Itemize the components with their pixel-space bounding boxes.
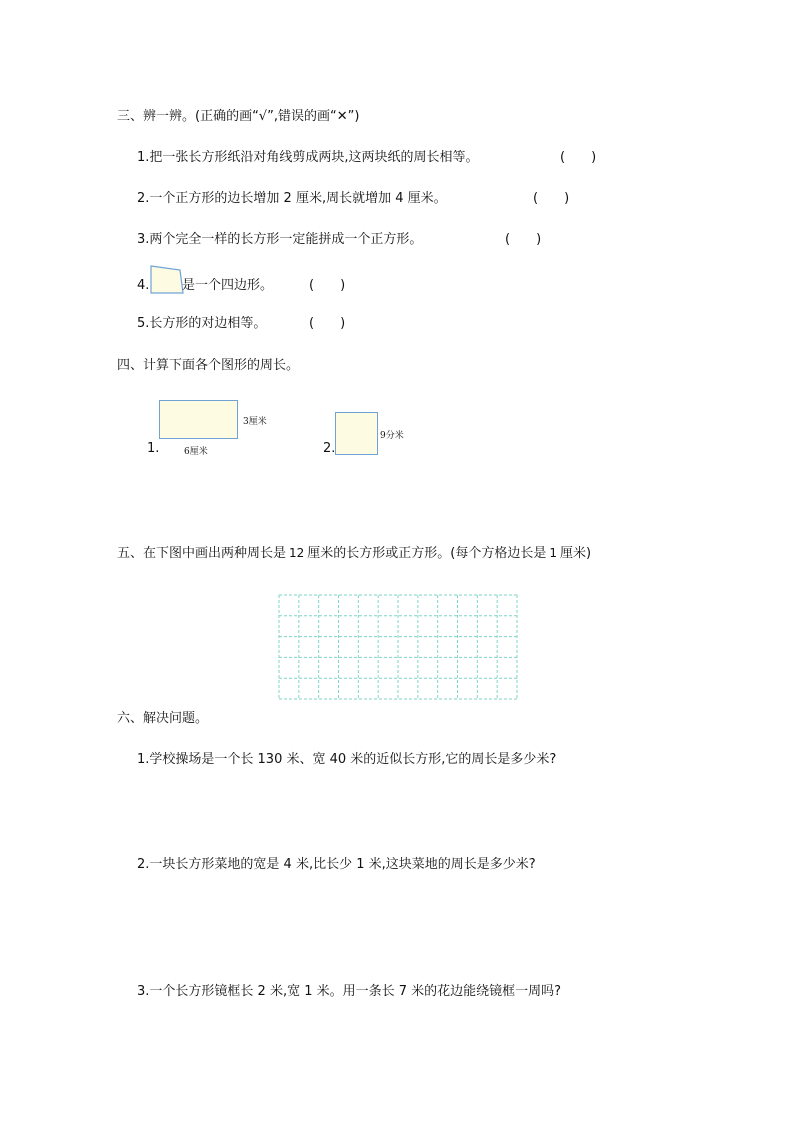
section-5-heading-part-b: 厘米的长方形或正方形。(每个方格边长是 <box>307 546 547 561</box>
answer-paren-4[interactable]: ( ) <box>309 278 346 293</box>
square-figure <box>335 412 378 455</box>
figure-1-number: 1. <box>147 441 160 456</box>
rectangle-figure <box>159 400 238 439</box>
judge-item-4-text: 是一个四边形。 <box>182 278 274 293</box>
perimeter-value: 12 <box>289 546 305 560</box>
figure-2-number: 2. <box>323 441 336 456</box>
answer-paren-2[interactable]: ( ) <box>533 191 570 206</box>
problem-3: 3.一个长方形镜框长 2 米,宽 1 米。用一条长 7 米的花边能绕镜框一周吗? <box>137 984 562 999</box>
grid-unit-value: 1 <box>549 546 558 560</box>
judge-item-5: 5.长方形的对边相等。 <box>137 316 267 331</box>
quadrilateral-figure <box>150 265 184 295</box>
answer-paren-1[interactable]: ( ) <box>560 150 597 165</box>
section-6-heading: 六、解决问题。 <box>117 711 209 726</box>
problem-2: 2.一块长方形菜地的宽是 4 米,比长少 1 米,这块菜地的周长是多少米? <box>137 857 536 872</box>
section-5-heading-part-a: 五、在下图中画出两种周长是 <box>117 546 287 561</box>
rectangle-width-label: 3厘米 <box>243 417 267 427</box>
section-3-heading: 三、辨一辨。(正确的画“√”,错误的画“✕”) <box>117 109 360 124</box>
answer-paren-3[interactable]: ( ) <box>505 232 542 247</box>
judge-item-3: 3.两个完全一样的长方形一定能拼成一个正方形。 <box>137 232 423 247</box>
problem-1: 1.学校操场是一个长 130 米、宽 40 米的近似长方形,它的周长是多少米? <box>137 752 557 767</box>
judge-item-4-number: 4. <box>137 278 150 293</box>
section-5-heading-part-c: 厘米) <box>560 546 592 561</box>
section-5-heading <box>117 545 591 562</box>
section-4-heading: 四、计算下面各个图形的周长。 <box>117 358 300 373</box>
drawing-grid[interactable] <box>278 594 518 700</box>
square-side-label: 9分米 <box>380 431 404 441</box>
judge-item-1: 1.把一张长方形纸沿对角线剪成两块,这两块纸的周长相等。 <box>137 150 479 165</box>
answer-paren-5[interactable]: ( ) <box>309 316 346 331</box>
judge-item-2: 2.一个正方形的边长增加 2 厘米,周长就增加 4 厘米。 <box>137 191 447 206</box>
rectangle-length-label: 6厘米 <box>184 447 208 457</box>
